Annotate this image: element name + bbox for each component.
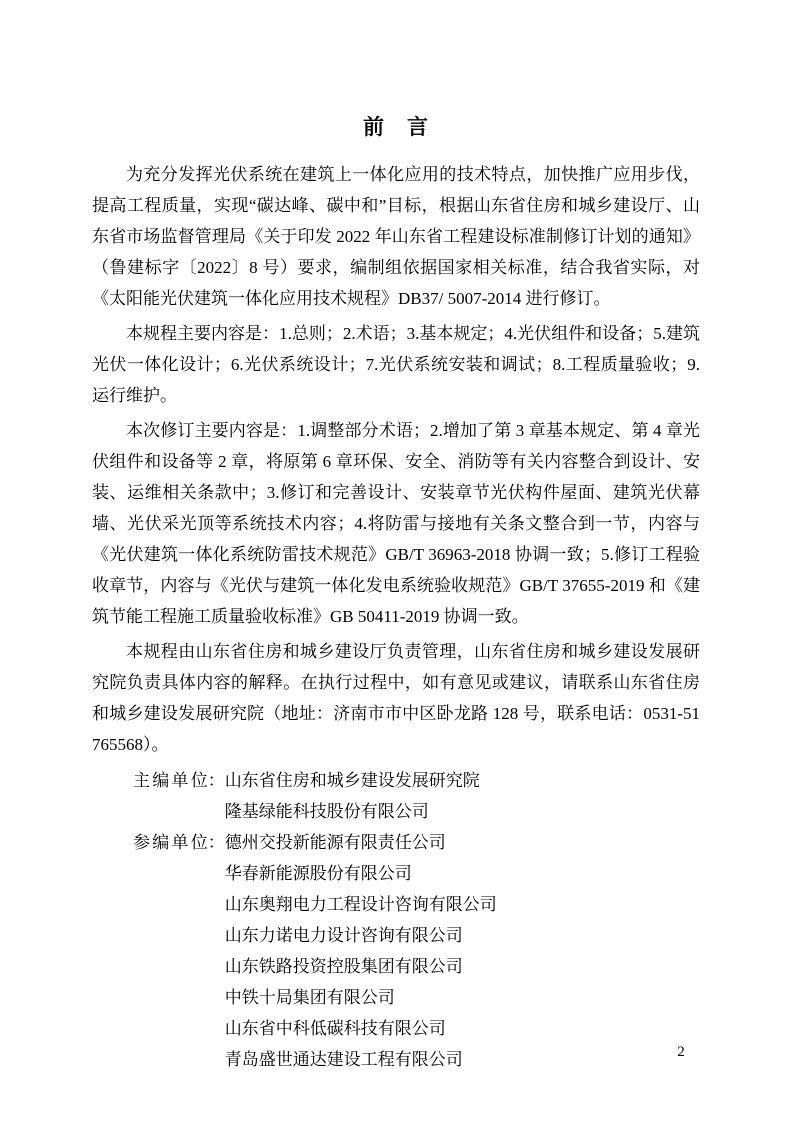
paragraph-revision-contents: 本次修订主要内容是：1.调整部分术语；2.增加了第 3 章基本规定、第 4 章光伏组件和设备等 2 章，将原第 6 章环保、安全、消防等有关内容整合到设计、安装、运维相关条款中；3.修订和完善设计、安装章节光伏构件屋面、建筑光伏幕墙、光伏采光顶等系统技术内容；4.将防雷与接地有关条文整合到一节，内容与《光伏建筑一体化系统防雷技术规范》GB/T 36963-2018 协调一致；5.修订工程验收章节，内容与《光伏与建筑一体化发电系统验收规范》GB/T 37655-2019 和《建筑节能工程施工质量验收标准》GB 50411-2019 协调一致。 — [92, 421, 700, 626]
unit-name: 青岛盛世通达建设工程有限公司 — [224, 1050, 463, 1069]
chief-editor-row — [92, 765, 700, 827]
paragraph-intro: 为充分发挥光伏系统在建筑上一体化应用的技术特点，加快推广应用步伐，提高工程质量，实现“碳达峰、碳中和”目标，根据山东省住房和城乡建设厅、山东省市场监督管理局《关于印发 2022 年山东省工程建设标准制修订计划的通知》（鲁建标字〔2022〕8 号）要求，编制组依据国家相关标准，结合我省实际，对《太阳能光伏建筑一体化应用技术规程》DB37/ 5007-2014 进行修订。 — [92, 165, 700, 308]
unit-name: 隆基绿能科技股份有限公司 — [224, 802, 429, 821]
participating-editor-label: 参 编 单 位： — [133, 833, 225, 852]
chief-editor-label: 主 编 单 位： — [133, 771, 225, 790]
unit-name: 华春新能源股份有限公司 — [224, 864, 412, 883]
unit-name: 山东铁路投资控股集团有限公司 — [224, 957, 463, 976]
unit-name: 中铁十局集团有限公司 — [224, 988, 395, 1007]
participating-editor-names — [225, 827, 497, 1075]
unit-name: 山东省中科低碳科技有限公司 — [224, 1019, 446, 1038]
page-content — [92, 112, 700, 1075]
page-number: 2 — [677, 1044, 685, 1060]
unit-name: 山东奥翔电力工程设计咨询有限公司 — [224, 895, 497, 914]
chief-editor-names — [225, 765, 480, 827]
participating-editor-row — [92, 827, 700, 1075]
unit-name: 山东省住房和城乡建设发展研究院 — [224, 771, 480, 790]
editing-units-section — [92, 765, 700, 1075]
unit-name: 山东力诺电力设计咨询有限公司 — [224, 926, 463, 945]
paragraph-main-contents: 本规程主要内容是：1.总则；2.术语；3.基本规定；4.光伏组件和设备；5.建筑光伏一体化设计；6.光伏系统设计；7.光伏系统安装和调试；8.工程质量验收；9.运行维护。 — [92, 324, 700, 405]
paragraph-management: 本规程由山东省住房和城乡建设厅负责管理，山东省住房和城乡建设发展研究院负责具体内容的解释。在执行过程中，如有意见或建议，请联系山东省住房和城乡建设发展研究院（地址：济南市市中区卧龙路 128 号，联系电话：0531-51765568）。 — [92, 642, 700, 754]
unit-name: 德州交投新能源有限责任公司 — [224, 833, 446, 852]
page-title: 前 言 — [363, 115, 429, 139]
